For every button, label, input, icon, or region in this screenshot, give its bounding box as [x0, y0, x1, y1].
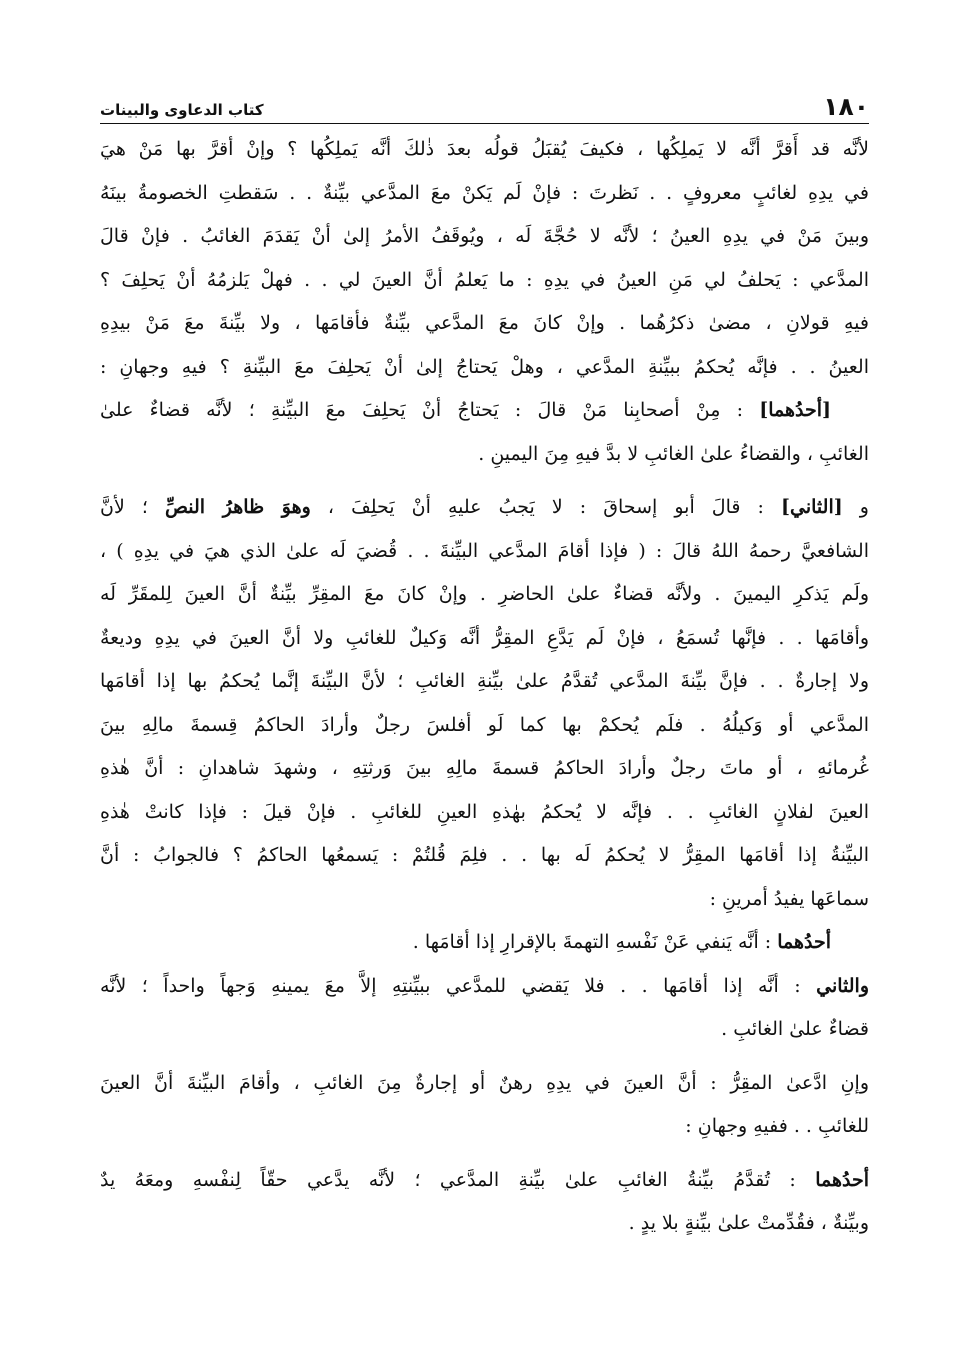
text-line: سماعَها يفيدُ أمرينِ : — [709, 887, 869, 910]
text-line: فيهِ قولانِ ، مضىٰ ذكرُهُما . وإنْ كانَ معَ المدَّعي بيِّنةٌ فأقامَها ، ولا بيِّنةَ معَ مَنْ بيدِهِ — [100, 312, 869, 334]
label-prefix: و — [842, 496, 869, 518]
paragraph — [100, 389, 869, 476]
page-body — [100, 128, 869, 1246]
paragraph — [100, 1159, 869, 1246]
emphasis: وهوَ ظاهرُ النصِّ — [164, 496, 311, 518]
text-line: العينَ لفلانٍ الغائبِ . . فإنَّه لا يُحكمُ بهٰذهِ العينِ للغائبِ . فإنْ قيلَ : فإذا كانتْ هٰذهِ — [100, 800, 869, 823]
text-line: للغائبِ . . ففيهِ وجهانِ : — [685, 1115, 869, 1137]
text-line-rest: : أنَّه يَنفي عَنْ نَفْسهِ التهمةَ بالإقرارِ إذا أقامَها . — [412, 931, 778, 953]
text-line: الشافعيَّ رحمهُ اللهُ قالَ : ( فإذا أقامَ المدَّعي البيِّنةَ . . قُضيَ لَه علىٰ الذي هيَ في يدِهِ ) ، — [100, 539, 869, 562]
paragraph — [100, 965, 869, 1052]
text-line: المدَّعي أو وَكيلُهُ . فلَم يُحكمْ بها كما لَو أفلسَ رجلٌ وأرادَ الحاكمُ قِسمةَ مالِهِ بينَ — [100, 713, 869, 736]
text-line: غُرمائهِ ، أو ماتَ رجلٌ وأرادَ الحاكمُ قسمةَ مالِهِ بينَ وَرثتِهِ ، وشهدَ شاهدانِ : أنَّ هٰذهِ — [100, 757, 869, 779]
text-line: المدَّعي : يَحلفُ لي مَنِ العينُ في يدِهِ : ما يَعلمُ أنَّ العينَ لي . . فهلْ يَلزمُهُ أنْ يَحلِفَ ؟ — [100, 268, 869, 291]
text-line: لأنَّه قد أَقرَّ أنَّه لا يَملِكُها ، فكيفَ يُقبَلُ قولُه بعدَ ذٰلكَ أنَّه يَملِكُها ؟ وإنْ أقرَّ بها مَنْ هيَ — [100, 138, 869, 160]
text-line: قضاءٌ علىٰ الغائبِ . — [721, 1018, 869, 1040]
text-line: وبينَ مَنْ في يدِهِ العينُ ؛ لأنَّه لا حُجَّةَ لَه ، ويُوقَفُ الأمرُ إلىٰ أنْ يَقدَمَ الغائبُ . فإنْ قالَ — [100, 225, 869, 247]
page-number: ١٨٠ — [823, 92, 869, 121]
text-line: البيِّنةُ إذا أقامَها المقِرُّ لا يُحكمُ لَه بها . . فلِمَ قُلتُمْ : يَسمعُها الحاكمُ ؟ فالجوابُ : أنَّ — [100, 844, 869, 866]
text-line: ولا إجارةٌ . . فإنَّ بيِّنةَ المدَّعي تُقدَّمُ علىٰ بيِّنةِ الغائبِ ؛ لأنَّ البيِّنةَ إنَّما يُحكمُ بها إذا أقامَها — [100, 670, 869, 692]
text-line — [100, 486, 869, 530]
text-line: العينُ . . فإنَّه يُحكمُ ببيِّنةِ المدَّعي ، وهلْ يَحتاجُ إلىٰ أنْ يَحلِفَ معَ البيِّنةِ ؟ فيهِ وجهانِ : — [100, 355, 869, 378]
book-title: كتاب الدعاوى والبينات — [100, 101, 264, 119]
text-line: في يدِهِ لغائبٍ معروفٍ . . نَظرتَ : فإنْ لَم يَكنْ معَ المدَّعي بيِّنةٌ . . سَقطتِ الخصومةُ بينَهُ — [100, 181, 869, 204]
page-header — [100, 82, 869, 122]
paragraph-label: أحدُهما — [815, 1168, 869, 1191]
text-line — [100, 389, 869, 433]
text-line-rest: ؛ لأنَّ — [100, 496, 165, 518]
text-line-rest: : أنَّه إذا أقامَها . . فلا يَقضي للمدَّعي ببيِّنتِهِ إلاَّ معَ يمينهِ وَجهاً واحداً ؛ لأنَّه — [100, 974, 817, 997]
text-line — [100, 921, 869, 965]
text-line: الغائبِ ، والقضاءُ علىٰ الغائبِ لا بدَّ فيهِ مِنَ اليمينِ . — [478, 442, 869, 465]
text-line-rest: : تُقدَّمُ بيِّنةُ الغائبِ علىٰ بيِّنةِ المدَّعي ؛ لأنَّه يدَّعي حقّاً لِنفْسهِ ومعَهُ يدٌ — [100, 1168, 816, 1191]
paragraph — [100, 486, 869, 921]
header-rule — [100, 123, 869, 124]
paragraph-label: والثاني — [816, 974, 869, 997]
paragraph — [100, 921, 869, 965]
text-line: وبيِّنةٌ ، فقُدِّمتْ علىٰ بيِّنةٍ بلا يدٍ . — [628, 1212, 869, 1234]
text-line: وإنِ ادَّعىٰ المقِرُّ : أنَّ العينَ في يدِهِ رهنٌ أو إجارةٌ مِنَ الغائبِ ، وأقامَ البيِّنةَ أنَّ العينَ — [100, 1071, 869, 1094]
text-line-rest: : قالَ أبو إسحاقَ : لا يَجبُ عليهِ أنْ يَحلِفَ ، — [310, 496, 782, 518]
paragraph-label: [الثاني] — [781, 496, 843, 518]
text-line — [100, 965, 869, 1009]
text-line: ولَم يَذكرِ اليمينَ . ولأنَّه قضاءٌ علىٰ الحاضرِ . وإنْ كانَ معَ المقِرِّ بيِّنةٌ أنَّ العينَ لِلمقَرِّ لَه — [100, 583, 869, 605]
text-line: وأقامَها . . فإنَّها تُسمَعُ ، فإنْ لَم يَدَّعِ المقِرُّ أنَّه وَكيلٌ للغائبِ ولا أنَّ العينَ في يدِهِ وديعةٌ — [100, 626, 869, 649]
paragraph — [100, 128, 869, 389]
paragraph — [100, 1062, 869, 1149]
paragraph-label: أحدُهما — [777, 931, 831, 953]
text-line-rest: : مِنْ أصحابِنا مَنْ قالَ : يَحتاجُ أنْ يَحلِفَ معَ البيِّنةِ ؛ لأنَّه قضاءٌ علىٰ — [100, 399, 760, 421]
text-line — [100, 1159, 869, 1203]
paragraph-label: [أحدُهما] — [759, 399, 831, 421]
